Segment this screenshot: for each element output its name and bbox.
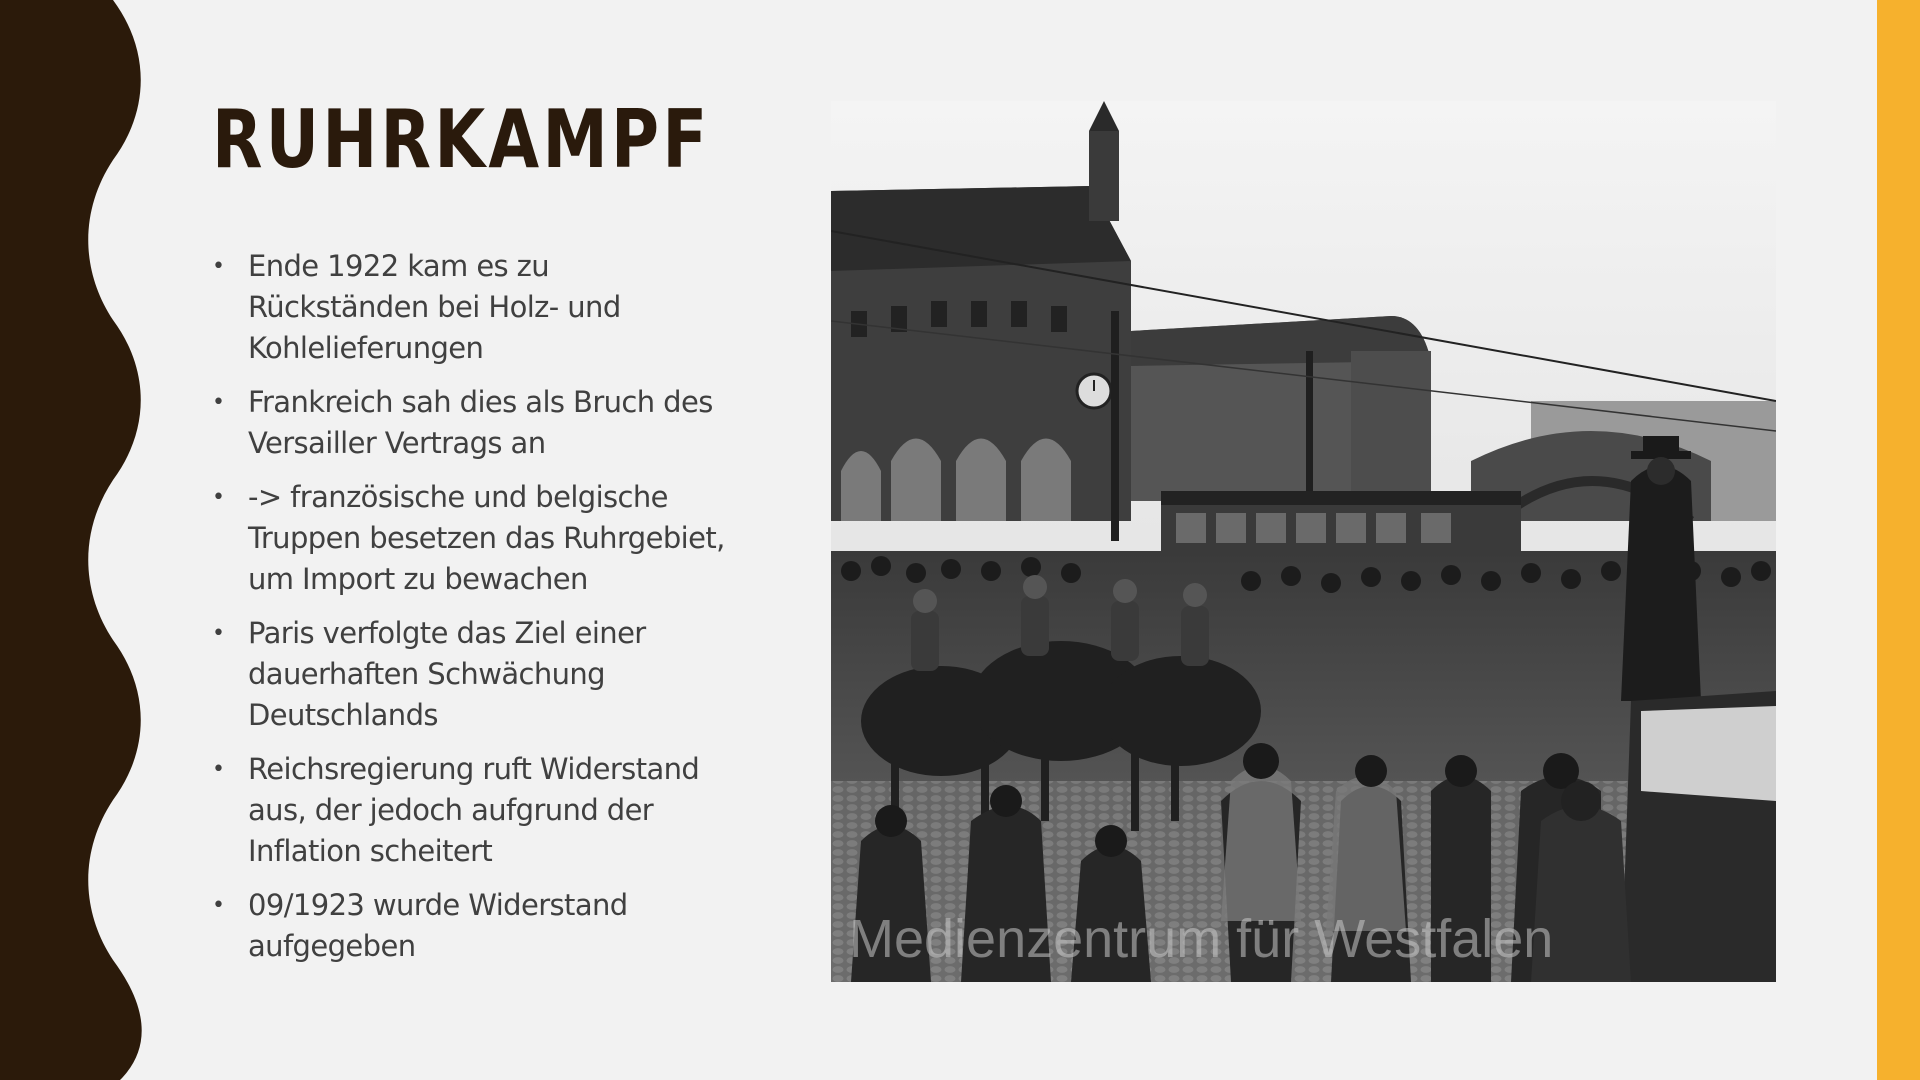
bullet-dot: • <box>212 757 225 782</box>
bullet-text: -> französische und belgische Truppen besetzen das Ruhrgebiet, um Import zu bewachen <box>248 480 725 596</box>
bullet-item <box>212 477 732 600</box>
bullet-dot: • <box>212 621 225 646</box>
bullet-item <box>212 613 732 736</box>
photo-illustration <box>831 101 1776 982</box>
bullet-text: 09/1923 wurde Widerstand aufgegeben <box>248 888 628 963</box>
bullet-dot: • <box>212 254 225 279</box>
bullet-item <box>212 246 732 369</box>
historical-photo <box>831 101 1776 982</box>
bullet-text: Ende 1922 kam es zu Rückständen bei Holz- und Kohlelieferungen <box>248 249 621 365</box>
bullet-dot: • <box>212 390 225 415</box>
bullet-text: Frankreich sah dies als Bruch des Versailler Vertrags an <box>248 385 713 460</box>
accent-bar <box>1877 0 1920 1080</box>
bullet-item <box>212 749 732 872</box>
bullet-text: Reichsregierung ruft Widerstand aus, der jedoch aufgrund der Inflation scheitert <box>248 752 700 868</box>
bullet-text: Paris verfolgte das Ziel einer dauerhaften Schwächung Deutschlands <box>248 616 646 732</box>
bullet-list <box>212 246 732 980</box>
left-wave-band <box>0 0 150 1080</box>
slide-title: RUHRKAMPF <box>212 93 711 186</box>
bullet-item <box>212 885 732 967</box>
bullet-item <box>212 382 732 464</box>
photo-watermark: Medienzentrum für Westfalen <box>849 909 1554 969</box>
bullet-dot: • <box>212 485 225 510</box>
bullet-dot: • <box>212 893 225 918</box>
